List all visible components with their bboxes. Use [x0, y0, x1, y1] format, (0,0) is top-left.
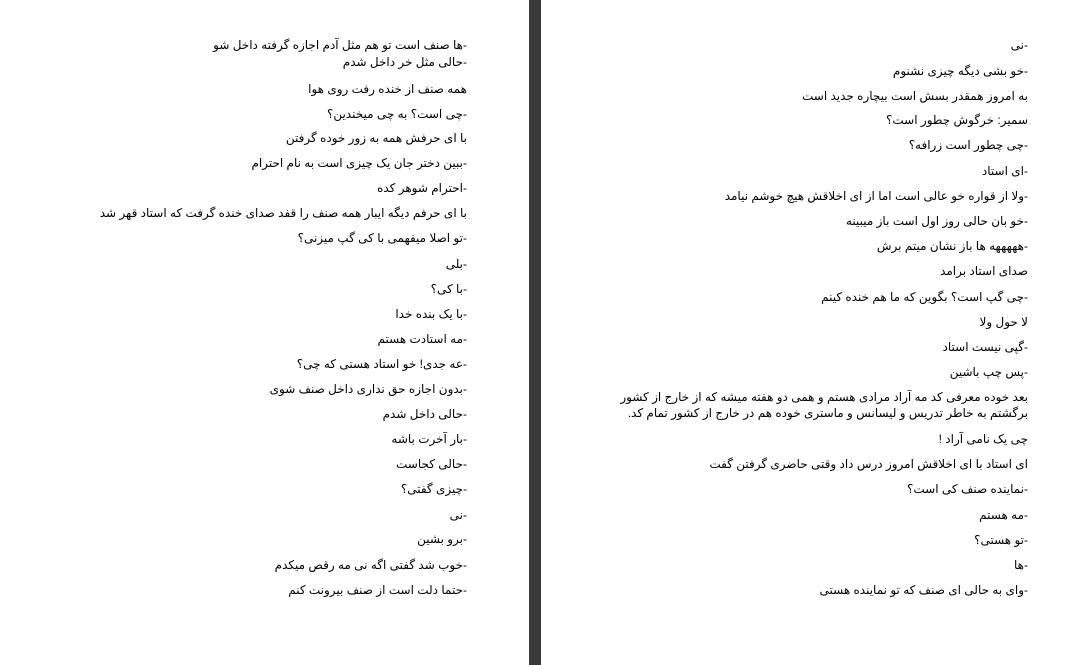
text-line: -گپی نیست استاد — [942, 340, 1028, 354]
text-line: با ای حرفم دیگه ایبار همه صنف را قفد صدای خنده گرفت که استاد قهر شد — [99, 206, 467, 220]
text-line: -بدون اجازه حق نداری داخل صنف شوی — [269, 382, 467, 396]
text-line: -احترام شوهر کده — [377, 181, 467, 195]
text-line: -چی گپ است؟ بگوین که ما هم خنده کینم — [821, 290, 1028, 304]
text-line: -خوب شد گفتی اگه نی مه رقص میکدم — [274, 558, 467, 572]
text-line: -برو بشین — [417, 532, 467, 546]
text-line: -تو هستی؟ — [974, 533, 1028, 547]
text-line: چی یک نامی آراد ! — [938, 432, 1028, 446]
text-line: -چیزی گفتی؟ — [400, 482, 467, 496]
text-line: -ای استاد — [981, 164, 1028, 178]
text-line: -چی است؟ به چی میخندین؟ — [326, 107, 467, 121]
text-line: -مه هستم — [979, 508, 1028, 522]
text-line: با ای حرفش همه به زور خوده گرفتن — [285, 131, 467, 145]
text-line: همه صنف از خنده رفت روی هوا — [308, 82, 467, 96]
text-line: -با یک بنده خدا — [395, 307, 467, 321]
left-page — [0, 0, 529, 665]
text-line: -ولا از قواره خو عالی است اما از ای اخلاقش هیچ خوشم نیامد — [724, 189, 1028, 203]
text-line: برگشتم به خاطر تدریس و لیسانس و ماستری خوده هم در خارج از کشور تمام کد. — [627, 406, 1028, 420]
text-line: -نی — [1010, 38, 1028, 52]
text-line: -خو بشی دیگه چیزی نشنوم — [892, 64, 1028, 78]
text-line: -بلی — [445, 257, 467, 271]
text-line: -تو اصلا میفهمی با کی گپ میزنی؟ — [297, 231, 467, 245]
text-line: -حالی کجاست — [395, 457, 467, 471]
text-line: -ها — [1014, 558, 1028, 572]
text-line: -حالی مثل خر داخل شدم — [342, 55, 467, 69]
text-line: صدای استاد برامد — [940, 264, 1028, 278]
right-page — [541, 0, 1066, 665]
text-line: -بار آخرت باشه — [391, 432, 467, 446]
text-line: بعد خوده معرفی کد مه آراد مرادی هستم و همی دو هفته میشه که از خارج از کشور — [620, 390, 1028, 404]
text-line: -پس چپ باشین — [949, 365, 1028, 379]
text-line: -خو بان حالی روز اول است باز میبینه — [845, 214, 1028, 228]
text-line: -حتما دلت است از صنف بیرونت کنم — [288, 583, 467, 597]
text-line: ای استاد با ای اخلاقش امروز درس داد وقتی حاضری گرفتن گفت — [709, 457, 1028, 471]
text-line: -عه جدی! خو استاد هستی که چی؟ — [296, 357, 467, 371]
text-line: -حالی داخل شدم — [382, 407, 467, 421]
text-line: -نی — [449, 508, 467, 522]
text-line: -ها صنف است تو هم مثل آدم اجازه گرفته داخل شو — [213, 38, 467, 52]
text-line: -هههههه ها باز نشان میتم برش — [876, 239, 1028, 253]
text-line: سمیر: خرگوش چطور است؟ — [886, 113, 1028, 127]
text-line: -وای به حالی ای صنف که تو نماینده هستی — [819, 583, 1028, 597]
text-line: لا حول ولا — [979, 315, 1028, 329]
page-gutter — [529, 0, 541, 665]
text-line: به امروز همقدر بسش است بیچاره جدید است — [801, 89, 1028, 103]
text-line: -ببین دختر جان یک چیزی است به نام احترام — [251, 156, 467, 170]
text-line: -با کی؟ — [430, 282, 467, 296]
text-line: -مه استادت هستم — [377, 332, 467, 346]
text-line: -نماینده صنف کی است؟ — [907, 482, 1028, 496]
text-line: -چی چطور است زرافه؟ — [908, 138, 1028, 152]
